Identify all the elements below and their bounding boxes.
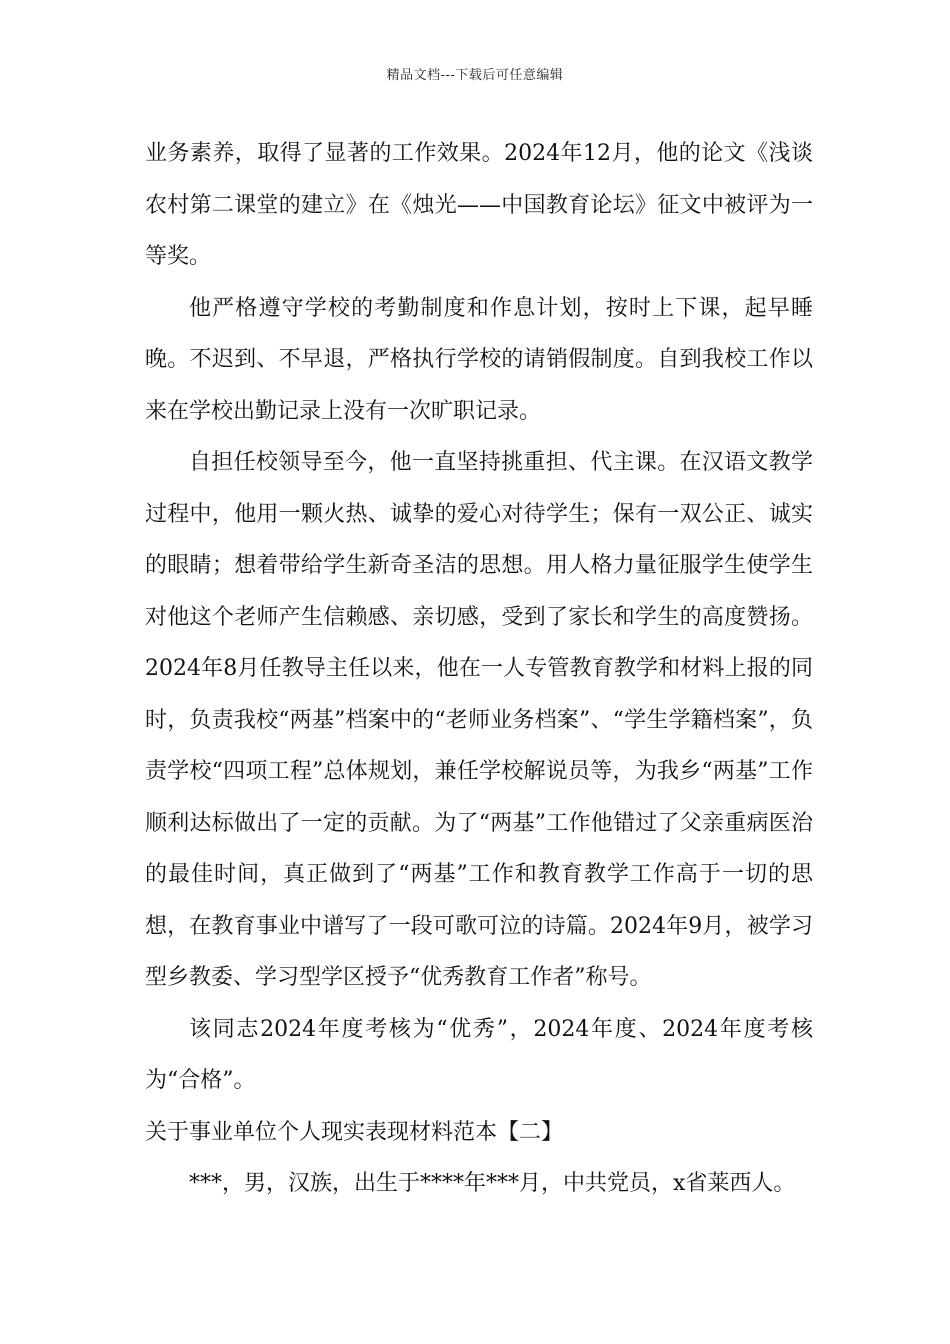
section-heading: 关于事业单位个人现实表现材料范本【二】 — [145, 1119, 564, 1145]
paragraph-5: ***，男，汉族，出生于****年***月，中共党员，x省莱西人。 — [189, 1171, 796, 1196]
document-body — [145, 128, 813, 1210]
paragraph-4: 该同志2024年度考核为“优秀”，2024年度、2024年度考核为“合格”。 — [145, 1016, 813, 1093]
paragraph-3: 自担任校领导至今，他一直坚持挑重担、代主课。在汉语文教学过程中，他用一颗火热、诚挚的爱心对待学生；保有一双公正、诚实的眼睛；想着带给学生新奇圣洁的思想。用人格力量征服学生使学生对他这个老师产生信赖感、亲切感，受到了家长和学生的高度赞扬。2024年8月任教导主任以来，他在一人专管教育教学和材料上报的同时，负责我校“两基”档案中的“老师业务档案”、“学生学籍档案”，负责学校“四项工程”总体规划，兼任学校解说员等，为我乡“两基”工作顺利达标做出了一定的贡献。为了“两基”工作他错过了父亲重病医治的最佳时间，真正做到了“两基”工作和教育教学工作高于一切的思想，在教育事业中谱写了一段可歌可泣的诗篇。2024年9月，被学习型乡教委、学习型学区授予“优秀教育工作者”称号。 — [145, 450, 813, 990]
page-header: 精品文档---下载后可任意编辑 — [386, 68, 564, 83]
paragraph-2: 他严格遵守学校的考勤制度和作息计划，按时上下课，起早睡晚。不迟到、不早退，严格执行学校的请销假制度。自到我校工作以来在学校出勤记录上没有一次旷职记录。 — [145, 295, 813, 424]
paragraph-1: 业务素养，取得了显著的工作效果。2024年12月，他的论文《浅谈农村第二课堂的建立》在《烛光——中国教育论坛》征文中被评为一等奖。 — [145, 141, 814, 269]
